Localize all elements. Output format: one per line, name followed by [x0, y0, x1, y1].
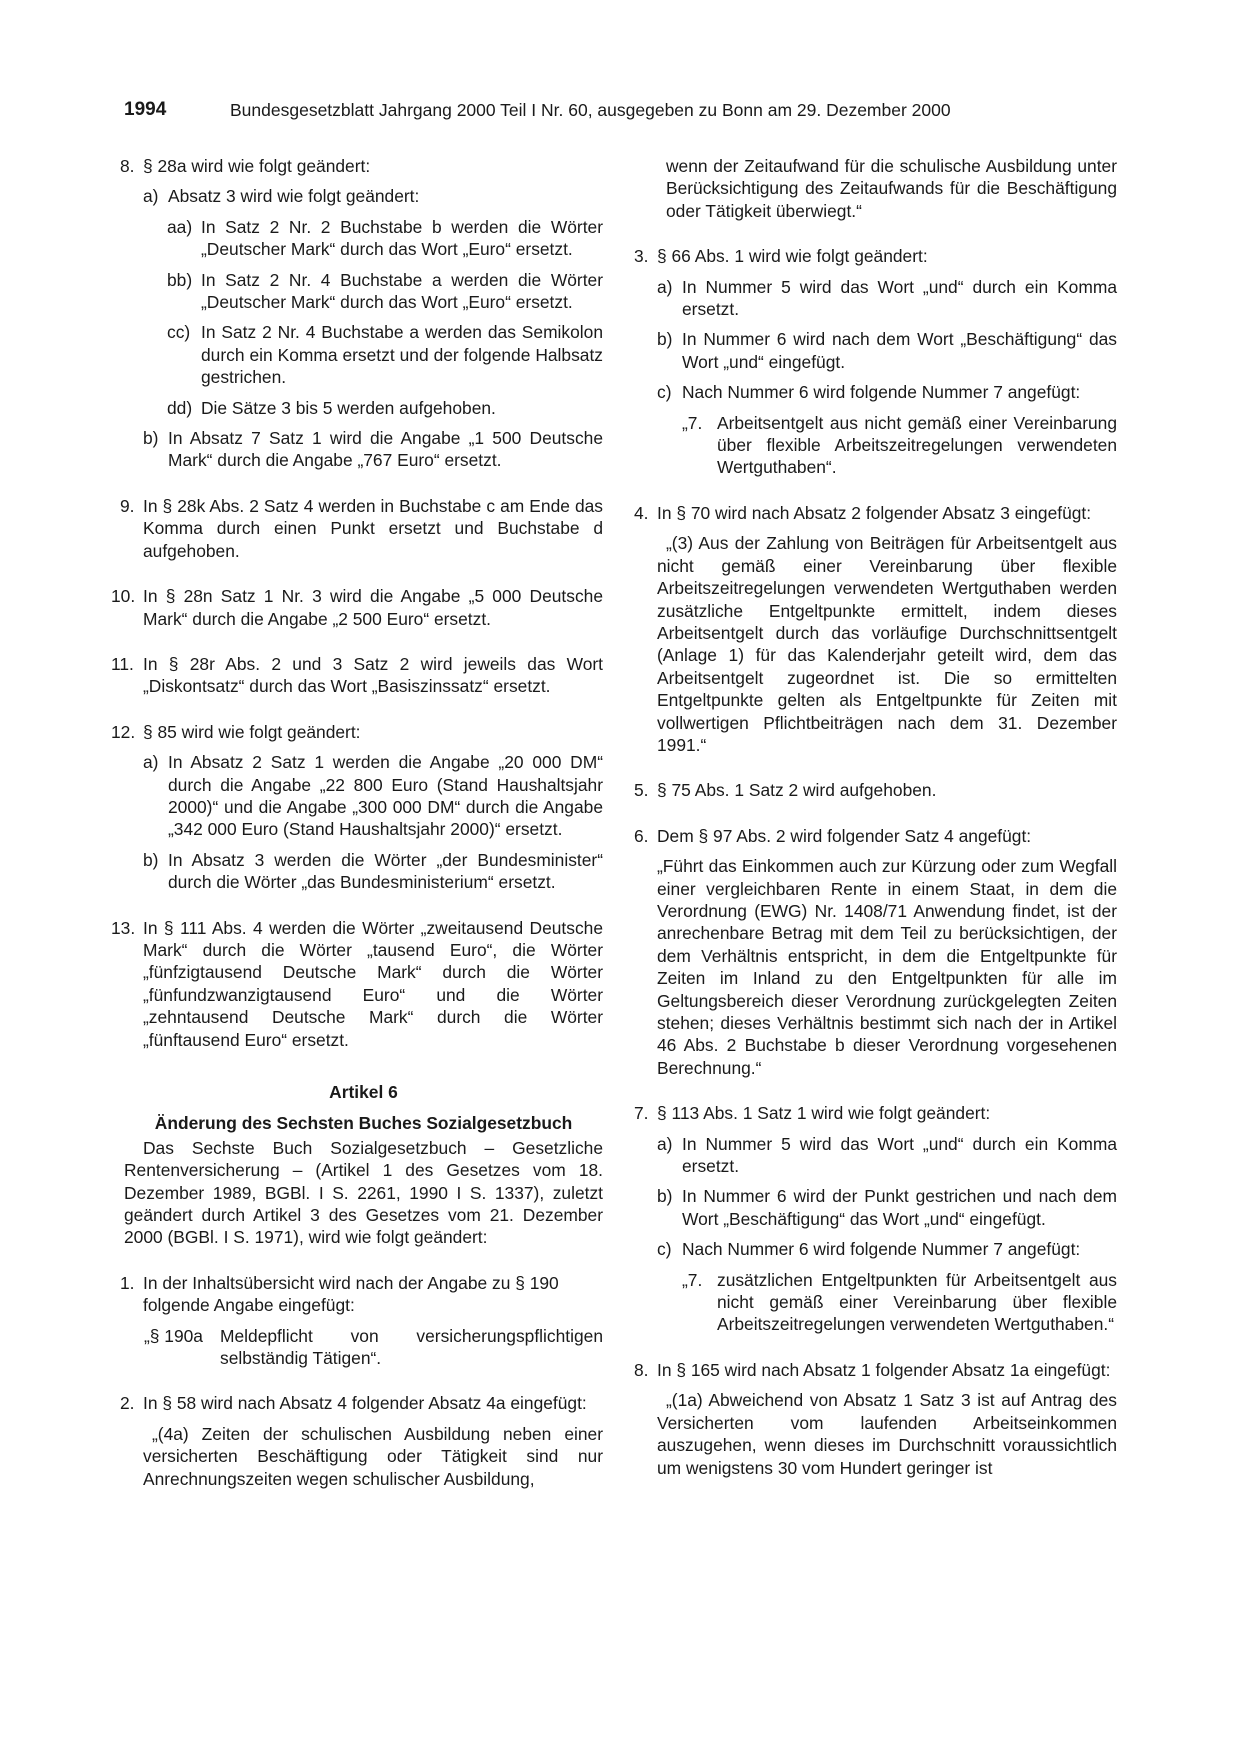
item-text: In § 111 Abs. 4 werden die Wörter „zweitausend Deutsche Mark“ durch die Wörter „tausend Euro“, die Wörter „fünfzigtausend Deutsche Mark“ durch die Wörter „fünfundzwanzigtausend Euro“ und die Wörter „zehntausend Deutsche Mark“ durch die Wörter „fünftausend Euro“ ersetzt.: [143, 917, 603, 1050]
item-letter: cc): [167, 322, 191, 343]
inserted-paragraph: „(1a) Abweichend von Absatz 1 Satz 3 ist auf Antrag des Versicherten vom laufenden Arbeitseinkommen auszugehen, wenn dieses im Durchschnitt voraussichtlich um wenigstens 30 vom Hundert geringer ist: [657, 1390, 1117, 1478]
item-text: In Satz 2 Nr. 4 Buchstabe a werden das Semikolon durch ein Komma ersetzt und der folgende Halbsatz gestrichen.: [201, 322, 603, 388]
item-text: In § 58 wird nach Absatz 4 folgender Absatz 4a eingefügt:: [143, 1393, 587, 1414]
item-letter: b): [143, 849, 159, 870]
item-text: In Nummer 6 wird nach dem Wort „Beschäftigung“ das Wort „und“ eingefügt.: [682, 329, 1117, 372]
article-title: Änderung des Sechsten Buches Sozialgesetzbuch: [154, 1113, 573, 1134]
entry-number: „7.: [682, 1269, 703, 1290]
entry-number: „§ 190a: [144, 1325, 203, 1346]
item-number: 8.: [634, 1359, 649, 1380]
amendment-item-10: [111, 585, 603, 630]
article-item-2: [120, 1392, 603, 1414]
item-letter: a): [657, 1133, 673, 1154]
sub-item-aa: [124, 216, 603, 261]
item-number: 12.: [111, 721, 136, 742]
item-number: 11.: [111, 653, 134, 674]
inserted-paragraph: „(3) Aus der Zahlung von Beiträgen für Arbeitsentgelt aus nicht gemäß einer Vereinbarung über flexible Arbeitszeitregelungen verwendeten Wertguthaben werden zusätzliche Entgeltpunkte ermittelt, indem dieses Arbeitsentgelt durch das vorläufige Durchschnittsentgelt (Anlage 1) für das Kalenderjahr geteilt wird, dem das Arbeitsentgelt zugeordnet ist. Die so ermittelten Entgeltpunkte gelten als Entgeltpunkte für Zeiten mit vollwertigen Pflichtbeiträgen nach dem 31. Dezember 1991.“: [657, 533, 1117, 755]
inserted-entry: [638, 412, 1117, 479]
item-number: 13.: [111, 917, 136, 938]
item-number: 8.: [120, 156, 135, 176]
amendment-item-13: [111, 917, 603, 1051]
item-letter: dd): [167, 397, 193, 418]
sub-item-dd: [124, 397, 603, 419]
item-text: In Absatz 2 Satz 1 werden die Angabe „20 000 DM“ durch die Angabe „22 800 Euro (Stand Haushaltsjahr 2000)“ und die Angabe „300 000 DM“ durch die Angabe „342 000 Euro (Stand Haushaltsjahr 2000)“ ersetzt.: [168, 752, 603, 840]
item-letter: c): [657, 382, 672, 403]
item-text: Nach Nummer 6 wird folgende Nummer 7 angefügt:: [682, 382, 1081, 403]
item-text: Nach Nummer 6 wird folgende Nummer 7 angefügt:: [682, 1239, 1081, 1260]
sub-item-b: [638, 1185, 1117, 1230]
item-text: In Absatz 3 werden die Wörter „der Bundesminister“ durch die Wörter „das Bundesministerium“ ersetzt.: [168, 849, 603, 893]
item-text: In Nummer 5 wird das Wort „und“ durch ein Komma ersetzt.: [682, 276, 1117, 320]
item-text: Dem § 97 Abs. 2 wird folgender Satz 4 angefügt:: [657, 825, 1032, 846]
sub-item-a: [638, 1133, 1117, 1178]
amendment-item-9: [120, 495, 603, 562]
inserted-paragraph: „(4a) Zeiten der schulischen Ausbildung neben einer versicherten Beschäftigung oder Tätigkeit sind nur Anrechnungszeiten wegen schulischer Ausbildung,: [143, 1423, 603, 1489]
entry-text: zusätzlichen Entgeltpunkten für Arbeitsentgelt aus nicht gemäß einer Vereinbarung über flexible Arbeitszeitregelungen verwendeten Wertguthaben.“: [717, 1269, 1117, 1335]
item-text: In Nummer 6 wird der Punkt gestrichen und nach dem Wort „Beschäftigung“ das Wort „und“ eingefügt.: [682, 1186, 1117, 1229]
inserted-sentence: „Führt das Einkommen auch zur Kürzung oder zum Wegfall einer vergleichbaren Rente in einem Staat, in dem die Verordnung (EWG) Nr. 1408/71 Anwendung findet, ist der anrechenbare Betrag mit dem Teil zu berücksichtigen, der dem Verhältnis entspricht, in dem die Entgeltpunkte für Zeiten im Inland zu den Entgeltpunkten für alle im Geltungsbereich dieser Verordnung zurückgelegten Zeiten stehen; dieses Verhältnis bestimmt sich nach der in Artikel 46 Abs. 2 Buchstabe b dieser Verordnung vorgesehenen Berechnung.“: [657, 856, 1117, 1078]
item-text: Absatz 3 wird wie folgt geändert:: [168, 186, 420, 207]
item-number: 2.: [120, 1393, 135, 1414]
item-text: In der Inhaltsübersicht wird nach der Angabe zu § 190 folgende Angabe eingefügt:: [143, 1272, 559, 1316]
item-text: Die Sätze 3 bis 5 werden aufgehoben.: [201, 397, 496, 418]
article-item-1: [120, 1272, 603, 1317]
item-letter: b): [657, 1186, 673, 1207]
article-item-3: [634, 245, 1117, 267]
running-head: Bundesgesetzblatt Jahrgang 2000 Teil I Nr. 60, ausgegeben zu Bonn am 29. Dezember 2000: [230, 100, 951, 120]
article-item-8: [634, 1359, 1117, 1381]
amendment-item-8: [120, 155, 603, 177]
sub-item-bb: [124, 269, 603, 314]
item-letter: b): [657, 329, 673, 350]
item-letter: a): [143, 186, 159, 207]
page-number: 1994: [124, 99, 167, 120]
item-text: § 66 Abs. 1 wird wie folgt geändert:: [657, 246, 928, 267]
sub-item-c: [638, 381, 1117, 403]
item-letter: aa): [167, 216, 193, 237]
sub-item-b: [638, 328, 1117, 373]
item-letter: bb): [167, 269, 193, 290]
item-text: In Satz 2 Nr. 2 Buchstabe b werden die Wörter „Deutscher Mark“ durch das Wort „Euro“ ersetzt.: [201, 216, 603, 260]
item-letter: a): [657, 276, 673, 297]
sub-item-a: [124, 751, 603, 841]
item-number: 7.: [634, 1103, 649, 1124]
continued-paragraph: wenn der Zeitaufwand für die schulische Ausbildung unter Berücksichtigung des Zeitaufwands für die Beschäftigung oder Tätigkeit überwiegt.“: [666, 156, 1117, 221]
item-text: § 28a wird wie folgt geändert:: [143, 156, 371, 176]
item-text: In Absatz 7 Satz 1 wird die Angabe „1 500 Deutsche Mark“ durch die Angabe „767 Euro“ ersetzt.: [168, 428, 603, 471]
item-letter: c): [657, 1239, 672, 1260]
sub-item-a: [638, 276, 1117, 321]
item-number: 4.: [634, 502, 649, 523]
item-number: 1.: [120, 1272, 135, 1293]
entry-text: Meldepflicht von versicherungspflichtigen selbständig Tätigen“.: [220, 1325, 603, 1369]
item-number: 10.: [111, 586, 136, 607]
right-column: [634, 155, 1117, 1479]
sub-item-a: [124, 185, 603, 207]
article-intro: Das Sechste Buch Sozialgesetzbuch – Gesetzliche Rentenversicherung – (Artikel 1 des Gesetzes vom 18. Dezember 1989, BGBl. I S. 2261, 1990 I S. 1337), zuletzt geändert durch Artikel 3 des Gesetzes vom 21. Dezember 2000 (BGBl. I S. 1971), wird wie folgt geändert:: [124, 1137, 603, 1248]
sub-item-c: [638, 1238, 1117, 1260]
item-number: 6.: [634, 825, 649, 846]
item-text: In Satz 2 Nr. 4 Buchstabe a werden die Wörter „Deutscher Mark“ durch das Wort „Euro“ ersetzt.: [201, 269, 603, 313]
item-number: 3.: [634, 246, 649, 267]
sub-item-cc: [124, 321, 603, 388]
item-letter: a): [143, 752, 159, 773]
item-text: In § 28r Abs. 2 und 3 Satz 2 wird jeweils das Wort „Diskontsatz“ durch das Wort „Basiszinssatz“ ersetzt.: [143, 653, 603, 697]
article-heading: Artikel 6: [329, 1082, 398, 1102]
amendment-item-11: [111, 653, 603, 698]
item-text: In § 28n Satz 1 Nr. 3 wird die Angabe „5 000 Deutsche Mark“ durch die Angabe „2 500 Euro“ ersetzt.: [143, 586, 603, 629]
amendment-item-12: [111, 721, 603, 743]
item-text: § 85 wird wie folgt geändert:: [143, 721, 361, 742]
article-item-5: [634, 779, 1117, 801]
item-letter: b): [143, 428, 159, 449]
inserted-entry: [638, 1269, 1117, 1336]
sub-item-b: [124, 427, 603, 472]
entry-text: Arbeitsentgelt aus nicht gemäß einer Vereinbarung über flexible Arbeitszeitregelungen verwendeten Wertguthaben“.: [717, 412, 1117, 478]
inserted-entry: [124, 1325, 603, 1370]
item-text: In Nummer 5 wird das Wort „und“ durch ein Komma ersetzt.: [682, 1133, 1117, 1177]
item-text: In § 165 wird nach Absatz 1 folgender Absatz 1a eingefügt:: [657, 1359, 1111, 1380]
item-number: 5.: [634, 780, 649, 801]
item-text: In § 70 wird nach Absatz 2 folgender Absatz 3 eingefügt:: [657, 502, 1092, 523]
article-item-7: [634, 1102, 1117, 1124]
item-text: § 113 Abs. 1 Satz 1 wird wie folgt geändert:: [657, 1103, 991, 1124]
entry-number: „7.: [682, 412, 703, 433]
item-text: In § 28k Abs. 2 Satz 4 werden in Buchstabe c am Ende das Komma durch einen Punkt ersetzt und Buchstabe d aufgehoben.: [143, 495, 603, 561]
item-number: 9.: [120, 495, 135, 516]
left-column: [111, 155, 603, 1490]
article-item-4: [634, 502, 1117, 524]
page-header: [124, 99, 1004, 125]
item-text: § 75 Abs. 1 Satz 2 wird aufgehoben.: [657, 780, 937, 801]
sub-item-b: [124, 849, 603, 894]
article-item-6: [634, 825, 1117, 847]
